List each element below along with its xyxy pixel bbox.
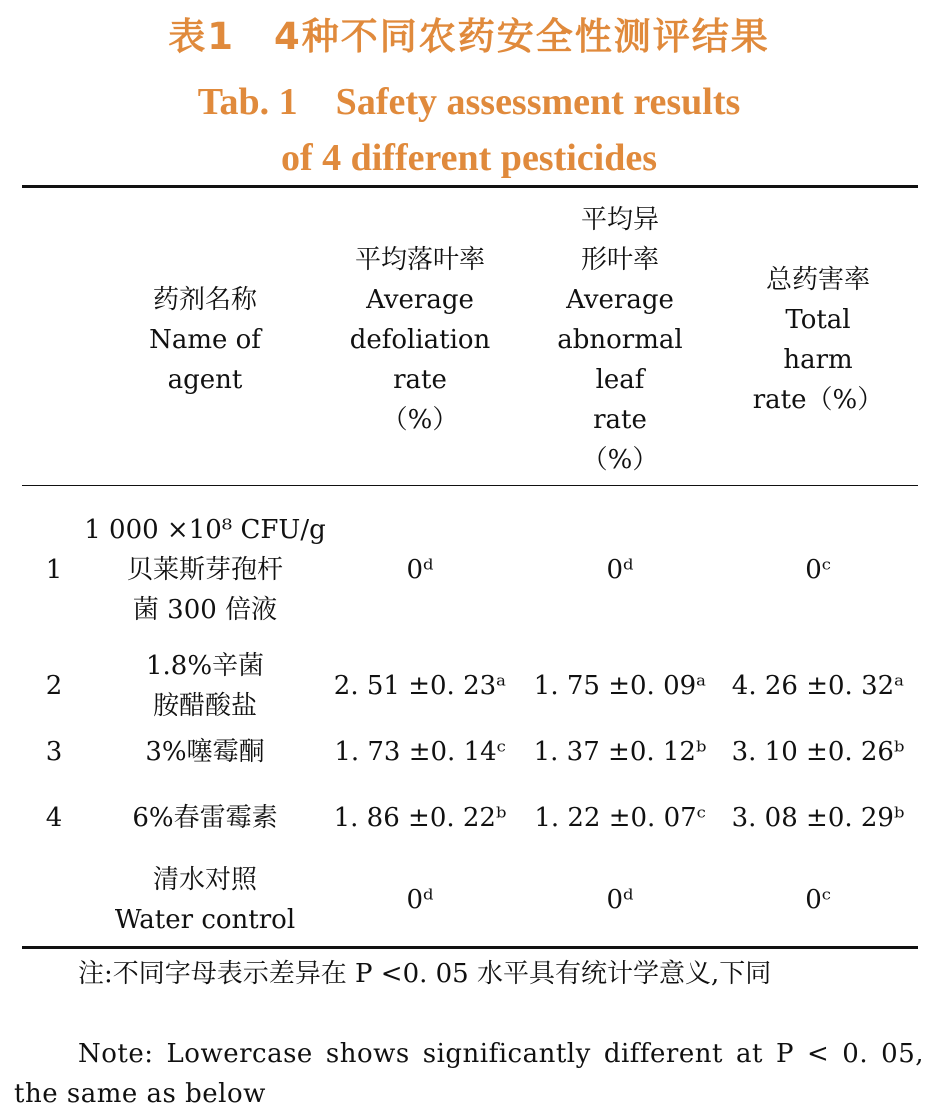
column-header-defoliation: 平均落叶率 Average defoliation rate （%）: [349, 245, 491, 435]
row-2-harm: 4. 26 ±0. 32ᵃ: [731, 671, 905, 701]
row-5-agent: 清水对照 Water control: [114, 865, 296, 935]
row-1-abnormal: 0ᵈ: [606, 555, 634, 585]
row-5-abnormal: 0ᵈ: [606, 885, 634, 915]
row-4-harm: 3. 08 ±0. 29ᵇ: [731, 803, 905, 833]
row-1-harm: 0ᶜ: [805, 555, 831, 585]
header-rule: [22, 485, 918, 486]
row-1-agent: 1 000 ×10⁸ CFU/g 贝莱斯芽孢杆 菌 300 倍液: [84, 515, 326, 625]
row-3-index: 3: [45, 737, 63, 767]
table-title-en-line2: of 4 different pesticides: [280, 137, 658, 179]
table-note-en: Note: Lowercase shows significantly different at P < 0. 05, the same as below: [14, 1039, 924, 1109]
row-3-agent: 3%噻霉酮: [145, 737, 265, 767]
row-4-agent: 6%春雷霉素: [132, 803, 278, 833]
row-4-index: 4: [45, 803, 63, 833]
row-3-abnormal: 1. 37 ±0. 12ᵇ: [533, 737, 707, 767]
table-title-zh: 表1 4种不同农药安全性测评结果: [168, 15, 770, 58]
row-2-index: 2: [45, 671, 63, 701]
row-1-index: 1: [45, 555, 63, 585]
row-5-harm: 0ᶜ: [805, 885, 831, 915]
column-header-agent: 药剂名称 Name of agent: [149, 285, 261, 395]
row-3-defoliation: 1. 73 ±0. 14ᶜ: [334, 737, 506, 767]
row-3-harm: 3. 10 ±0. 26ᵇ: [731, 737, 905, 767]
row-2-abnormal: 1. 75 ±0. 09ᵃ: [533, 671, 707, 701]
column-header-abnormal: 平均异 形叶率 Average abnormal leaf rate （%）: [557, 205, 683, 475]
bottom-rule: [22, 946, 918, 949]
row-2-agent: 1.8%辛菌 胺醋酸盐: [145, 651, 265, 721]
row-5-defoliation: 0ᵈ: [406, 885, 434, 915]
top-rule: [22, 185, 918, 188]
column-header-harm: 总药害率 Total harm rate（%）: [752, 265, 884, 415]
row-4-abnormal: 1. 22 ±0. 07ᶜ: [534, 803, 706, 833]
table-note-zh: 注:不同字母表示差异在 P <0. 05 水平具有统计学意义,下同: [78, 959, 772, 989]
table-title-en-line1: Tab. 1 Safety assessment results: [197, 81, 741, 123]
row-2-defoliation: 2. 51 ±0. 23ᵃ: [333, 671, 507, 701]
row-4-defoliation: 1. 86 ±0. 22ᵇ: [333, 803, 507, 833]
row-1-defoliation: 0ᵈ: [406, 555, 434, 585]
